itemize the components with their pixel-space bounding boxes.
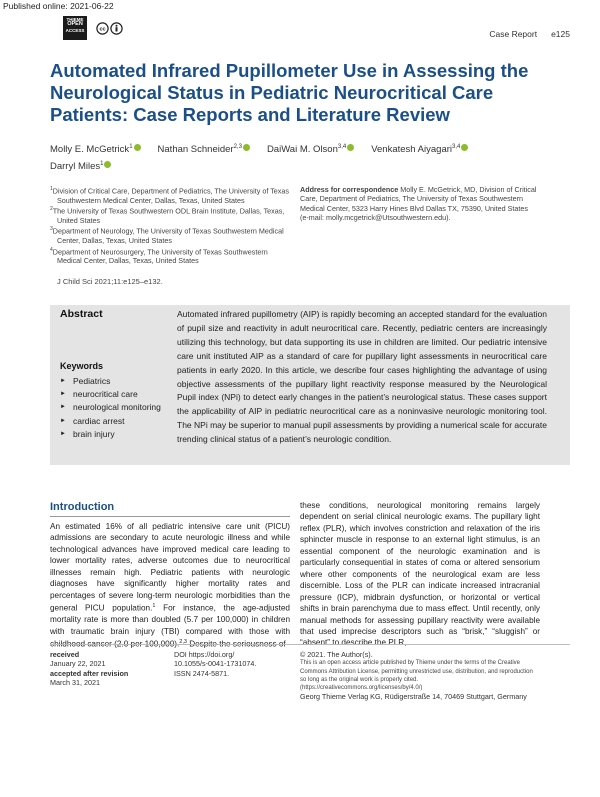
publisher-address: Georg Thieme Verlag KG, Rüdigerstraße 14, 70469 Stuttgart, Germany xyxy=(300,692,527,702)
author-affiliation-sup: 1 xyxy=(129,144,133,150)
copyright-block xyxy=(300,650,540,701)
accepted-label: accepted after revision xyxy=(50,668,129,678)
thieme-open-access-logo: THIEME OPEN ACCESS xyxy=(63,16,87,40)
orcid-icon[interactable] xyxy=(347,144,354,151)
intro-right-column: these conditions, neurological monitoring remains largely dependent on serial clinical neurologic exams. The pupillary light reflex (PLR), which involves constriction and relaxation of the iris sphincter muscle in response to an external light stimulus, is an essential component of the neurologic examination and is particularly consequential in states of coma or altered sensorium where other components of the neurological exam are less discernible. Loss of the PLR can indicate increased intracranial pressure (ICP), midbrain dysfunction, or horizontal or vertical shifts in brain parenchyma due to mass effect. Until recently, only manual methods for assessing pupillary reactivity were available that used imprecise descriptors such as “brisk,” “sluggish” or “absent” to describe the PLR, xyxy=(300,501,540,648)
keyword-item: ► neurocritical care xyxy=(60,388,161,401)
license-text: This is an open access article published by Thieme under the terms of the Creative Commons Attribution License, permitting unrestricted use, distribution, and reproduction so long as the original work is properly cited. (https://creativecommons.org/licenses/by/4.0/) xyxy=(300,660,533,691)
author-name: Molly E. McGetrick xyxy=(50,144,130,156)
article-dates xyxy=(50,650,170,687)
received-date: January 22, 2021 xyxy=(50,659,106,669)
keyword-item: ► cardiac arrest xyxy=(60,415,161,428)
introduction-heading: Introduction xyxy=(50,501,115,513)
author-item xyxy=(158,144,250,155)
heading-divider xyxy=(50,516,290,517)
author-affiliation-sup: 3,4 xyxy=(452,144,461,150)
author-affiliation-sup: 3,4 xyxy=(337,144,347,150)
author-affiliation-sup: 1 xyxy=(100,161,104,168)
journal-reference: J Child Sci 2021;11:e125–e132. xyxy=(57,277,163,286)
affiliation-item: $^1$Division of Critical Care, Department of Pediatrics, The University of Texas Southwestern Medical Center, Dallas, Texas, United States xyxy=(50,186,289,205)
author-name: Venkatesh Aiyagari xyxy=(371,144,453,156)
orcid-icon[interactable] xyxy=(461,144,468,151)
author-item xyxy=(50,161,111,172)
running-header xyxy=(489,29,570,39)
correspondence-email[interactable]: (e-mail: molly.mcgetrick@Utsouthwestern.edu). xyxy=(300,213,451,223)
correspondence-address xyxy=(300,185,540,223)
accepted-date: March 31, 2021 xyxy=(50,677,100,687)
orcid-icon[interactable] xyxy=(104,161,111,168)
author-list xyxy=(50,140,570,174)
abstract-text: Automated infrared pupillometry (AIP) is rapidly becoming an accepted standard for the evaluation of pupil size and reactivity in adult neurocritical care. Recently, pediatric centers are increasingly utilizing this technology, but data supporting its use in children are limited. Our pediatric intensive care unit instituted AIP as a standard of care for pupillary light assessments in neurocritical care patients in early 2020. In this article, we describe four cases highlighting the advantage of using objective assessments of the pupillary light reactivity response measured by the Neurological Pupil index (NPi) to detect early changes in the patient’s neurological status. These cases support the applicability of AIP in pediatric neurocritical care as a noninvasive neurologic monitoring tool. The NPi may be superior to manual pupil assessments by providing a numerical scale for accurate trending clinical status of a patient’s neurologic condition. xyxy=(177,309,547,445)
affiliations xyxy=(50,185,290,266)
keyword-item: ► Pediatrics xyxy=(60,375,161,388)
author-name: DaiWai M. Olson xyxy=(266,144,338,156)
orcid-icon[interactable] xyxy=(243,144,250,151)
affiliation-item: $^4$Department of Neurosurgery, The University of Texas Southwestern Medical Center, Dallas, Texas, United States xyxy=(50,246,268,266)
page-number: e125 xyxy=(551,29,570,39)
abstract-box xyxy=(50,305,570,465)
doi-value: 10.1055/s-0041-1731074. xyxy=(174,659,257,669)
copyright: © 2021. The Author(s). xyxy=(300,650,373,659)
author-affiliation-sup: 2,3 xyxy=(233,144,242,150)
keywords-list xyxy=(60,375,161,441)
author-item xyxy=(371,144,468,155)
author-item xyxy=(50,144,141,155)
received-label: received xyxy=(50,650,80,659)
orcid-icon[interactable] xyxy=(134,144,141,151)
keyword-item: ► neurological monitoring xyxy=(60,401,161,414)
abstract-heading: Abstract xyxy=(60,308,103,320)
correspondence-label: Address for correspondence xyxy=(300,185,399,194)
author-name: Nathan Schneider xyxy=(157,144,234,156)
doi-block xyxy=(174,650,294,678)
author-item xyxy=(267,144,354,155)
affiliation-item: $^2$The University of Texas Southwestern ODL Brain Institute, Dallas, Texas, United States xyxy=(50,206,285,225)
correspondence-text: Molly E. McGetrick, MD, Division of Critical Care, Department of Pediatrics, The University of Texas Southwestern Medical Center, 5323 Harry Hines Blvd Dallas TX, 75390, United States xyxy=(300,185,537,213)
intro-left-column: An estimated 16% of all pediatric intensive care unit (PICU) admissions are secondary to acute neurologic illness and while technological advances have improved medical care leading to lower mortality rates, adverse outcomes due to neurocritical illnesses remain high. Pediatric patients with neurologic diagnoses have significantly higher mortality rates and percentages of severe long-term neurologic morbidities than the general PICU population.$^1$ For instance, the age-adjusted mortality rate is more than doubled (5.7 per 100,000) in children with traumatic brain injury (TBI) compared with those with childhood cancer (2.0 per 100,000).$^{2,3}$ Despite the seriousness of xyxy=(50,522,290,649)
keywords-heading: Keywords xyxy=(60,361,104,371)
section-label: Case Report xyxy=(489,29,538,39)
svg-text:cc: cc xyxy=(99,26,106,33)
footer-divider xyxy=(50,644,570,645)
article-title: Automated Infrared Pupillometer Use in Assessing the Neurological Status in Pediatric Neurocritical Care Patients: Case Reports and Literature Review xyxy=(50,60,529,125)
issn: ISSN 2474-5871. xyxy=(174,668,230,678)
creative-commons-icon xyxy=(96,22,124,35)
keyword-item: ► brain injury xyxy=(60,428,161,441)
doi-link[interactable]: DOI https://doi.org/ xyxy=(174,650,235,659)
affiliation-item: $^3$Department of Neurology, The University of Texas Southwestern Medical Center, Dallas, Texas, United States xyxy=(50,226,284,246)
published-online-date: Published online: 2021-06-22 xyxy=(3,1,114,11)
author-name: Darryl Miles xyxy=(50,161,101,173)
